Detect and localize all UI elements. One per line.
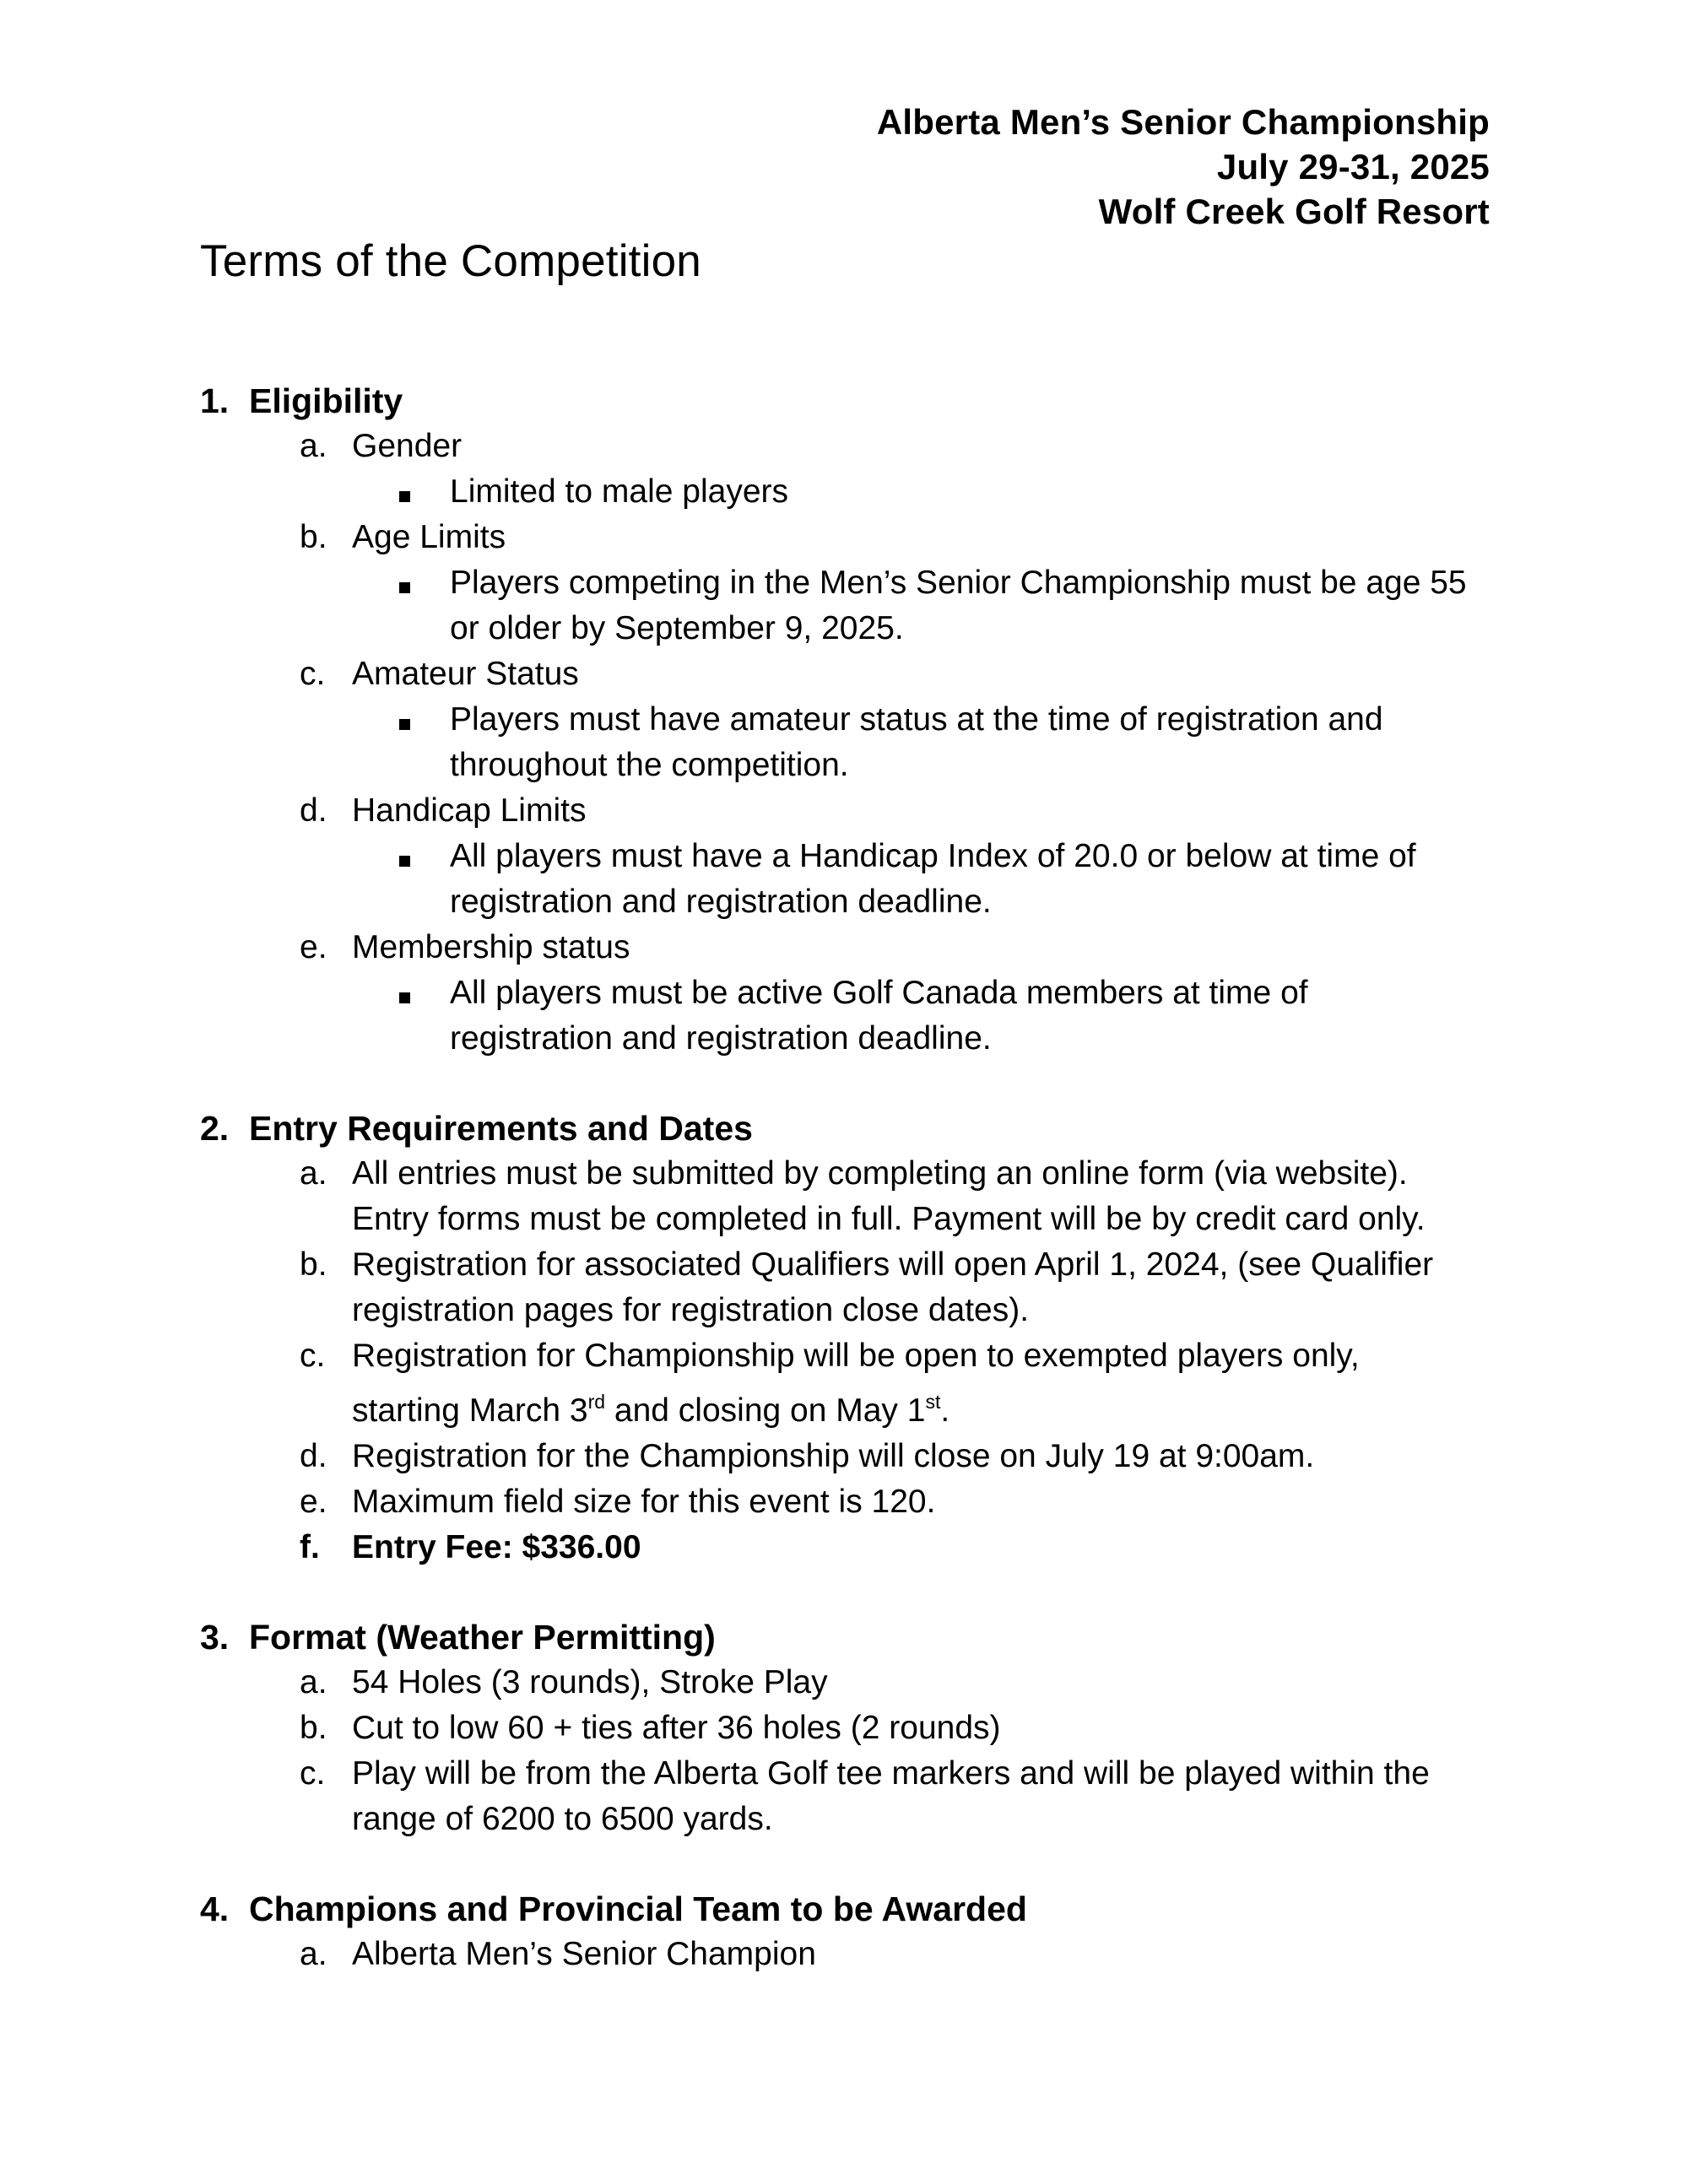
- item-label: f.: [300, 1529, 320, 1565]
- item-label: e.: [300, 929, 327, 965]
- text-run: Maximum field size for this event is 120.: [352, 1484, 936, 1520]
- item-label: e.: [300, 1484, 327, 1520]
- list-item: [300, 651, 1688, 697]
- text-run: Membership status: [352, 929, 630, 965]
- text-run: Entry Fee: $336.00: [352, 1529, 641, 1565]
- item-label: c.: [300, 1338, 326, 1374]
- text-run: All players must be active Golf Canada members at time of: [450, 975, 1308, 1011]
- bullet-text: [450, 697, 1688, 788]
- text-run: registration pages for registration close dates).: [352, 1292, 1030, 1328]
- bullet-item: [399, 834, 1688, 925]
- text-run: Gender: [352, 428, 463, 464]
- section: [200, 1886, 1688, 1977]
- list-item: [300, 1333, 1688, 1434]
- item-text: [352, 1525, 1688, 1570]
- list-item: [300, 1242, 1688, 1333]
- bullet-item: [399, 469, 1688, 515]
- bullet-square: [399, 719, 410, 730]
- text-run: registration and registration deadline.: [450, 884, 992, 920]
- list-item: [300, 1932, 1688, 1977]
- bullet-item: [399, 970, 1688, 1062]
- text-run: Registration for the Championship will close on July 19 at 9:00am.: [352, 1438, 1315, 1474]
- item-text: [352, 424, 1688, 469]
- item-label: b.: [300, 1246, 327, 1283]
- superscript: st: [925, 1391, 941, 1413]
- item-label: d.: [300, 1438, 327, 1474]
- section-heading-row: [200, 1614, 1688, 1660]
- list-item: [300, 1434, 1688, 1479]
- list-item: [300, 1660, 1688, 1706]
- text-run: Registration for Championship will be open to exempted players only,: [352, 1338, 1360, 1374]
- bullet-text: [450, 970, 1688, 1062]
- item-text: [352, 1242, 1688, 1333]
- bullet-square-icon: [399, 697, 450, 788]
- text-run: All players must have a Handicap Index of 20.0 or below at time of: [450, 838, 1416, 874]
- section-heading-row: [200, 1886, 1688, 1932]
- section-heading-row: [200, 1106, 1688, 1151]
- list-item: [300, 424, 1688, 469]
- text-run: range of 6200 to 6500 yards.: [352, 1801, 773, 1837]
- bullet-square: [399, 491, 410, 502]
- list-item: [300, 1151, 1688, 1242]
- section-number: 3.: [200, 1618, 230, 1657]
- bullet-square-icon: [399, 469, 450, 515]
- bullet-text: [450, 560, 1688, 651]
- bullet-text: [450, 834, 1688, 925]
- item-text: [352, 651, 1688, 697]
- bullet-square-icon: [399, 970, 450, 1062]
- item-text: [352, 1751, 1688, 1842]
- text-run: Limited to male players: [450, 473, 789, 510]
- text-run: Handicap Limits: [352, 792, 587, 829]
- text-run: 54 Holes (3 rounds), Stroke Play: [352, 1664, 828, 1700]
- text-run: throughout the competition.: [450, 747, 849, 783]
- item-text: [352, 1479, 1688, 1525]
- section: [200, 378, 1688, 1062]
- text-run: .: [940, 1392, 950, 1429]
- bullet-square: [399, 582, 410, 593]
- section: [200, 1106, 1688, 1570]
- text-run: and closing on May 1: [605, 1392, 926, 1429]
- item-text: [352, 1333, 1688, 1434]
- text-run: or older by September 9, 2025.: [450, 610, 904, 646]
- item-label: c.: [300, 656, 326, 692]
- bullet-square: [399, 992, 410, 1003]
- item-text: [352, 1932, 1688, 1977]
- text-run: registration and registration deadline.: [450, 1020, 992, 1057]
- text-run: Players must have amateur status at the time of registration and: [450, 701, 1383, 738]
- list-item: [300, 788, 1688, 834]
- text-run: starting March 3: [352, 1392, 588, 1429]
- item-label: b.: [300, 519, 327, 555]
- section: [200, 1614, 1688, 1842]
- section-heading: Eligibility: [249, 381, 403, 420]
- item-label: a.: [300, 1664, 327, 1700]
- bullet-text: [450, 469, 1688, 515]
- section-heading: Champions and Provincial Team to be Awarded: [249, 1889, 1027, 1928]
- header-line-event: Alberta Men’s Senior Championship: [876, 102, 1490, 142]
- list-item: [300, 1751, 1688, 1842]
- section-number: 2.: [200, 1109, 230, 1148]
- item-text: [352, 515, 1688, 560]
- item-label: a.: [300, 1936, 327, 1972]
- item-text: [352, 925, 1688, 970]
- text-run: Age Limits: [352, 519, 506, 555]
- text-run: Registration for associated Qualifiers will open April 1, 2024, (see Qualifier: [352, 1246, 1434, 1283]
- header-line-venue: Wolf Creek Golf Resort: [1098, 192, 1490, 231]
- list-item: [300, 1525, 1688, 1570]
- item-label: b.: [300, 1710, 327, 1746]
- section-heading: Format (Weather Permitting): [249, 1618, 716, 1657]
- superscript: rd: [587, 1391, 606, 1413]
- list-item: [300, 515, 1688, 560]
- text-run: Amateur Status: [352, 656, 579, 692]
- text-run: All entries must be submitted by completing an online form (via website).: [352, 1155, 1408, 1192]
- text-run: Cut to low 60 + ties after 36 holes (2 rounds): [352, 1710, 1001, 1746]
- list-item: [300, 925, 1688, 970]
- list-item: [300, 1706, 1688, 1751]
- text-run: Play will be from the Alberta Golf tee markers and will be played within the: [352, 1755, 1430, 1792]
- item-text: [352, 1706, 1688, 1751]
- item-text: [352, 788, 1688, 834]
- item-text: [352, 1434, 1688, 1479]
- text-run: Entry forms must be completed in full. Payment will be by credit card only.: [352, 1201, 1426, 1237]
- item-text: [352, 1660, 1688, 1706]
- bullet-item: [399, 697, 1688, 788]
- header-line-dates: July 29-31, 2025: [1216, 147, 1490, 187]
- document-header: [0, 0, 1490, 234]
- section-heading-row: [200, 378, 1688, 424]
- bullet-square: [399, 856, 410, 867]
- item-label: a.: [300, 1155, 327, 1192]
- bullet-item: [399, 560, 1688, 651]
- section-number: 4.: [200, 1889, 230, 1928]
- sections-container: [200, 378, 1688, 1977]
- item-label: d.: [300, 792, 327, 829]
- section-number: 1.: [200, 381, 230, 420]
- text-run: Players competing in the Men’s Senior Championship must be age 55: [450, 565, 1467, 601]
- text-run: Alberta Men’s Senior Champion: [352, 1936, 816, 1972]
- item-label: c.: [300, 1755, 326, 1792]
- item-label: a.: [300, 428, 327, 464]
- bullet-square-icon: [399, 834, 450, 925]
- item-text: [352, 1151, 1688, 1242]
- section-heading: Entry Requirements and Dates: [249, 1109, 753, 1148]
- bullet-square-icon: [399, 560, 450, 651]
- list-item: [300, 1479, 1688, 1525]
- document-title: Terms of the Competition: [200, 236, 701, 286]
